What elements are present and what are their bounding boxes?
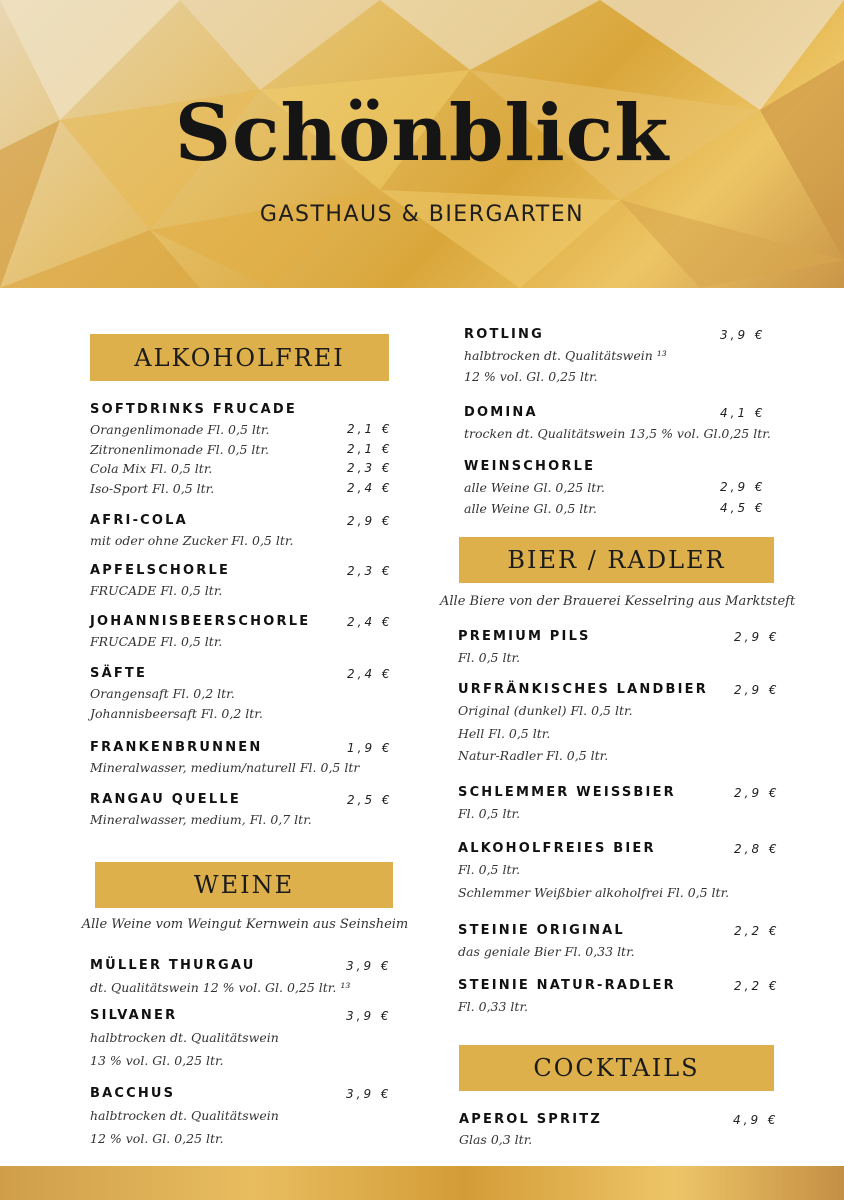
menu-item-name: APEROL SPRITZ (459, 1112, 602, 1127)
menu-item-description (458, 859, 784, 882)
weine-note: Alle Weine vom Weingut Kernwein aus Seinsheim (81, 917, 409, 932)
menu-item (90, 511, 397, 551)
menu-item-price: 4,9 € (733, 1113, 779, 1127)
menu-item (90, 1006, 396, 1072)
menu-item (90, 956, 396, 999)
menu-item-price: 2,9 € (734, 786, 780, 800)
description-text: Natur-Radler Fl. 0,5 ltr. (458, 748, 609, 763)
menu-item-description (90, 632, 397, 652)
section-banner-alkoholfrei: ALKOHOLFREI (90, 334, 389, 381)
description-text: mit oder ohne Zucker Fl. 0,5 ltr. (90, 533, 294, 548)
menu-item-description (90, 1026, 396, 1049)
menu-item-name: MÜLLER THURGAU (90, 958, 256, 973)
section-banner-cocktails: COCKTAILS (459, 1045, 774, 1091)
menu-item-price: 3,9 € (720, 328, 766, 342)
menu-item (458, 627, 784, 670)
menu-item (90, 561, 397, 601)
menu-item (90, 612, 397, 652)
description-price: 2,9 € (720, 480, 766, 494)
description-text: Original (dunkel) Fl. 0,5 ltr. (458, 703, 633, 718)
menu-item-price: 3,9 € (346, 959, 392, 973)
description-text: Mineralwasser, medium/naturell Fl. 0,5 ltr (90, 760, 360, 775)
section-banner-bier: BIER / RADLER (459, 537, 774, 583)
menu-item-name: SCHLEMMER WEISSBIER (458, 785, 676, 800)
description-text: Hell Fl. 0,5 ltr. (458, 725, 551, 741)
menu-item-price: 2,9 € (734, 683, 780, 697)
menu-item-description (464, 423, 770, 444)
menu-item-description (90, 758, 397, 778)
menu-item-name: FRANKENBRUNNEN (90, 740, 263, 755)
menu-item (458, 921, 784, 964)
menu-item-price: 3,9 € (346, 1087, 392, 1101)
menu-item-name: APFELSCHORLE (90, 563, 231, 578)
menu-item (459, 1110, 783, 1150)
menu-item-description (464, 366, 770, 387)
menu-item-description (90, 1127, 396, 1150)
description-text: alle Weine Gl. 0,25 ltr. (464, 480, 605, 495)
description-text: 12 % vol. Gl. 0,25 ltr. (464, 369, 598, 384)
section-banner-weine: WEINE (95, 862, 393, 908)
description-text: Orangensaft Fl. 0,2 ltr. (90, 686, 235, 701)
menu-item-description (464, 498, 770, 519)
menu-item (90, 790, 397, 830)
menu-item-name: STEINIE ORIGINAL (458, 923, 625, 938)
description-text: Fl. 0,5 ltr. (458, 862, 521, 877)
description-text: Orangenlimonade Fl. 0,5 ltr. (90, 422, 270, 437)
menu-item (90, 738, 397, 778)
description-price: 2,4 € (347, 480, 393, 495)
description-text: halbtrocken dt. Qualitätswein (90, 1108, 279, 1123)
menu-item-description (90, 1104, 396, 1127)
menu-item-name: AFRI-COLA (90, 513, 188, 528)
menu-item-description (90, 976, 396, 999)
description-text: FRUCADE Fl. 0,5 ltr. (90, 583, 223, 598)
menu-item-description (90, 440, 397, 460)
description-text: 13 % vol. Gl. 0,25 ltr. (90, 1053, 224, 1068)
menu-item-price: 2,9 € (347, 514, 393, 528)
description-price: 2,3 € (347, 461, 393, 475)
menu-item-name: WEINSCHORLE (464, 459, 596, 474)
description-text: trocken dt. Qualitätswein 13,5 % vol. Gl.0,25 ltr. (464, 426, 771, 441)
description-text: Schlemmer Weißbier alkoholfrei Fl. 0,5 ltr. (458, 884, 730, 900)
menu-item-price: 2,2 € (734, 979, 780, 993)
menu-item-price: 2,2 € (734, 924, 780, 938)
description-text: Fl. 0,33 ltr. (458, 999, 529, 1014)
description-text: Mineralwasser, medium, Fl. 0,7 ltr. (90, 812, 312, 827)
menu-item (90, 664, 397, 723)
menu-item-description (459, 1130, 783, 1150)
menu-item-description (458, 803, 784, 826)
description-text: Fl. 0,5 ltr. (458, 650, 521, 665)
menu-item (464, 325, 770, 387)
description-text: FRUCADE Fl. 0,5 ltr. (90, 634, 223, 649)
description-text: halbtrocken dt. Qualitätswein ¹³ (464, 348, 667, 363)
footer-band (0, 1166, 844, 1200)
menu-item-description (90, 684, 397, 704)
menu-item-price: 2,9 € (734, 630, 780, 644)
menu-item-price: 4,1 € (720, 406, 766, 420)
menu-item-price: 1,9 € (347, 741, 393, 755)
description-price: 4,5 € (720, 501, 766, 515)
menu-item-description (458, 647, 784, 670)
menu-item-description (458, 996, 784, 1019)
menu-item (90, 1084, 396, 1150)
description-text: 12 % vol. Gl. 0,25 ltr. (90, 1131, 224, 1146)
description-text: Cola Mix Fl. 0,5 ltr. (90, 461, 213, 476)
menu-item-description (90, 704, 397, 724)
menu-item-description (458, 700, 784, 723)
menu-item-description (458, 941, 784, 964)
menu-item-description (90, 479, 397, 499)
description-text: das geniale Bier Fl. 0,33 ltr. (458, 944, 635, 959)
menu-item-price: 3,9 € (346, 1009, 392, 1023)
menu-item-description (90, 581, 397, 601)
menu-item-description (90, 810, 397, 830)
menu-item-name: ROTLING (464, 327, 545, 342)
description-text: Iso-Sport Fl. 0,5 ltr. (90, 480, 215, 496)
menu-item (464, 403, 770, 444)
menu-item-name: SILVANER (90, 1008, 178, 1023)
description-text: dt. Qualitätswein 12 % vol. Gl. 0,25 ltr. ¹³ (90, 980, 351, 995)
menu-item-price: 2,8 € (734, 842, 780, 856)
menu-item (458, 783, 784, 826)
description-price: 2,1 € (347, 422, 393, 436)
menu-item (458, 976, 784, 1019)
description-text: Glas 0,3 ltr. (459, 1132, 533, 1147)
menu-item (90, 400, 397, 498)
description-price: 2,1 € (347, 441, 393, 456)
menu-item-description (458, 882, 784, 905)
menu-item-name: RANGAU QUELLE (90, 792, 241, 807)
menu-item-price: 2,4 € (347, 615, 393, 629)
description-text: alle Weine Gl. 0,5 ltr. (464, 501, 597, 516)
description-text: Johannisbeersaft Fl. 0,2 ltr. (90, 705, 263, 721)
menu-item (458, 839, 784, 904)
header-banner (0, 0, 844, 288)
menu-item-description (90, 459, 397, 479)
menu-item-name: BACCHUS (90, 1086, 176, 1101)
menu-item-description (464, 345, 770, 366)
menu-item-price: 2,4 € (347, 667, 393, 681)
menu-item-price: 2,3 € (347, 564, 393, 578)
menu-item-name: JOHANNISBEERSCHORLE (90, 614, 311, 629)
menu-item-description (458, 745, 784, 768)
menu-item-name: PREMIUM PILS (458, 629, 591, 644)
bier-note: Alle Biere von der Brauerei Kesselring aus Marktsteft (440, 594, 796, 609)
menu-item-description (458, 723, 784, 746)
description-text: halbtrocken dt. Qualitätswein (90, 1030, 279, 1045)
menu-item (458, 680, 784, 768)
menu-item-name: SOFTDRINKS FRUCADE (90, 402, 297, 417)
menu-item-name: STEINIE NATUR-RADLER (458, 978, 676, 993)
description-text: Zitronenlimonade Fl. 0,5 ltr. (90, 441, 270, 457)
menu-item (464, 457, 770, 519)
brand-subtitle: GASTHAUS & BIERGARTEN (259, 202, 585, 227)
menu-item-description (90, 531, 397, 551)
menu-item-name: URFRÄNKISCHES LANDBIER (458, 682, 708, 697)
menu-item-name: DOMINA (464, 405, 538, 420)
brand-logo: Schönblick (174, 88, 670, 179)
menu-item-name: ALKOHOLFREIES BIER (458, 841, 656, 856)
menu-item-price: 2,5 € (347, 793, 393, 807)
menu-item-name: SÄFTE (90, 666, 148, 681)
description-text: Fl. 0,5 ltr. (458, 806, 521, 821)
menu-item-description (90, 1049, 396, 1072)
menu-item-description (464, 477, 770, 498)
menu-item-description (90, 420, 397, 440)
